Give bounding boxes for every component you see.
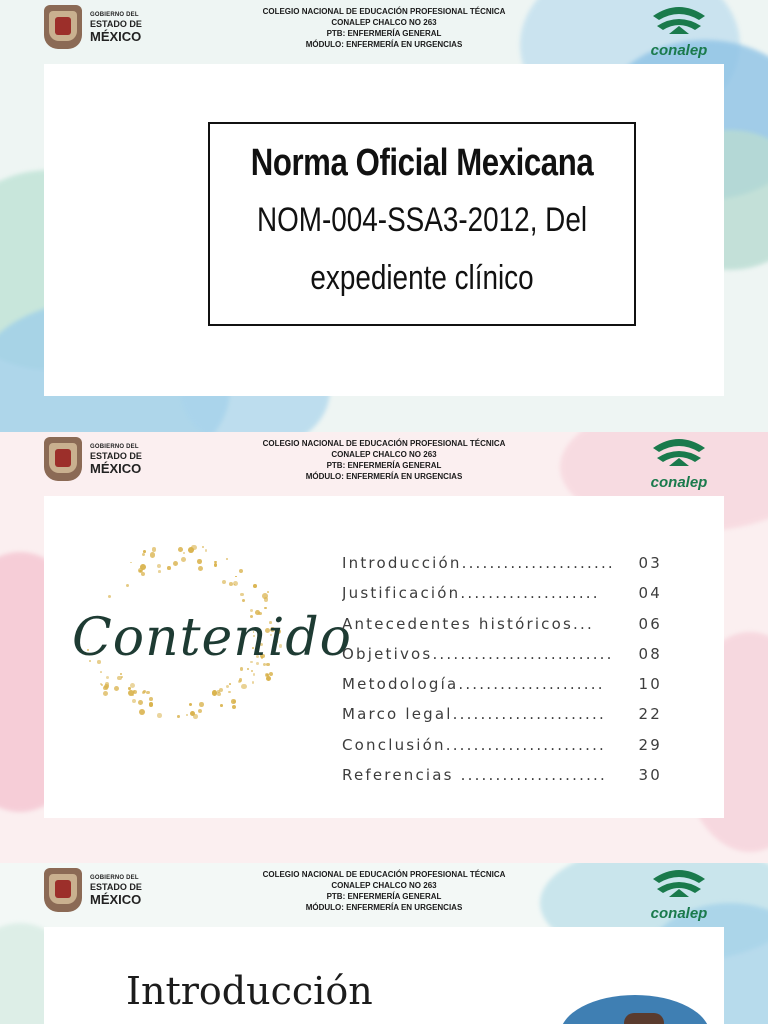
glitter-dot bbox=[177, 715, 180, 718]
school-line4: MÓDULO: ENFERMERÍA EN URGENCIAS bbox=[305, 903, 463, 912]
toc-item[interactable] bbox=[342, 734, 662, 764]
slide-contents bbox=[0, 432, 768, 863]
school-header bbox=[224, 438, 544, 482]
slide-introduction bbox=[0, 863, 768, 1024]
glitter-dot bbox=[220, 704, 223, 707]
school-line1: COLEGIO NACIONAL DE EDUCACIÓN PROFESIONAL TÉCNICA bbox=[262, 7, 506, 16]
illustration-figure-icon bbox=[624, 1013, 664, 1024]
slide-title bbox=[0, 0, 768, 432]
glitter-dot bbox=[138, 700, 143, 705]
gobierno-logo bbox=[44, 437, 142, 481]
glitter-dot bbox=[149, 702, 154, 707]
school-line2: CONALEP CHALCO NO 263 bbox=[331, 18, 437, 27]
glitter-dot bbox=[152, 547, 156, 551]
conalep-wordmark: conalep bbox=[650, 42, 708, 59]
toc-page: 10 bbox=[638, 675, 662, 694]
conalep-logo bbox=[644, 4, 714, 59]
school-line3: PTB: ENFERMERÍA GENERAL bbox=[326, 892, 442, 901]
gov-line2: ESTADO DE bbox=[90, 18, 142, 29]
glitter-dot bbox=[157, 564, 161, 568]
conalep-icon bbox=[647, 867, 711, 903]
glitter-dot bbox=[228, 691, 231, 694]
toc-label: Objetivos.......................... bbox=[342, 644, 614, 663]
coat-of-arms-icon bbox=[44, 437, 82, 481]
glitter-dot bbox=[132, 699, 136, 703]
table-of-contents bbox=[342, 552, 662, 794]
toc-label: Referencias ..................... bbox=[342, 766, 607, 785]
school-line1: COLEGIO NACIONAL DE EDUCACIÓN PROFESIONAL TÉCNICA bbox=[262, 439, 506, 448]
gov-line1: GOBIERNO DEL bbox=[90, 874, 139, 881]
glitter-dot bbox=[242, 599, 245, 602]
glitter-dot bbox=[240, 593, 243, 596]
toc-page: 03 bbox=[638, 554, 662, 572]
glitter-dot bbox=[226, 558, 228, 560]
title-box bbox=[208, 122, 636, 326]
subtitle-line1: NOM-004-SSA3-2012, Del bbox=[256, 201, 588, 239]
glitter-dot bbox=[106, 676, 109, 679]
gobierno-logo bbox=[44, 868, 142, 912]
school-line2: CONALEP CHALCO NO 263 bbox=[331, 450, 437, 459]
glitter-dot bbox=[121, 676, 123, 678]
coat-of-arms-icon bbox=[44, 5, 82, 49]
glitter-dot bbox=[253, 584, 257, 588]
toc-label: Conclusión....................... bbox=[342, 735, 607, 754]
glitter-dot bbox=[158, 570, 161, 573]
introduction-heading: Introducción bbox=[126, 969, 373, 1013]
conalep-logo bbox=[644, 867, 714, 922]
school-line4: MÓDULO: ENFERMERÍA EN URGENCIAS bbox=[305, 40, 463, 49]
school-line3: PTB: ENFERMERÍA GENERAL bbox=[326, 29, 442, 38]
toc-page: 08 bbox=[638, 644, 662, 663]
school-header bbox=[224, 869, 544, 913]
glitter-dot bbox=[231, 699, 236, 704]
glitter-dot bbox=[149, 697, 153, 701]
toc-page: 29 bbox=[638, 735, 662, 754]
gov-line2: ESTADO DE bbox=[90, 881, 142, 892]
toc-label: Justificación.................... bbox=[342, 584, 600, 603]
coat-of-arms-icon bbox=[44, 868, 82, 912]
glitter-dot bbox=[241, 684, 247, 690]
gov-line1: GOBIERNO DEL bbox=[90, 11, 139, 18]
glitter-dot bbox=[202, 546, 204, 548]
toc-page: 22 bbox=[638, 705, 662, 724]
glitter-dot bbox=[199, 702, 204, 707]
subtitle-line2: expediente clínico bbox=[310, 259, 534, 297]
conalep-icon bbox=[647, 4, 711, 40]
glitter-dot bbox=[142, 691, 145, 694]
conalep-wordmark: conalep bbox=[650, 474, 708, 491]
glitter-dot bbox=[100, 671, 102, 673]
glitter-dot bbox=[198, 709, 202, 713]
glitter-dot bbox=[214, 561, 217, 564]
gov-line3: MÉXICO bbox=[90, 460, 142, 476]
school-header bbox=[224, 6, 544, 50]
school-line2: CONALEP CHALCO NO 263 bbox=[331, 881, 437, 890]
toc-page: 04 bbox=[638, 584, 662, 603]
toc-item[interactable] bbox=[342, 764, 662, 794]
glitter-dot bbox=[146, 691, 150, 695]
gov-line1: GOBIERNO DEL bbox=[90, 443, 139, 450]
conalep-icon bbox=[647, 436, 711, 472]
toc-item[interactable] bbox=[342, 643, 662, 673]
gov-line3: MÉXICO bbox=[90, 28, 142, 44]
glitter-dot bbox=[193, 714, 198, 719]
glitter-dot bbox=[103, 686, 108, 691]
toc-item[interactable] bbox=[342, 552, 662, 582]
gov-line3: MÉXICO bbox=[90, 891, 142, 907]
toc-label: Antecedentes históricos... bbox=[342, 614, 594, 633]
glitter-dot bbox=[157, 713, 161, 717]
school-line4: MÓDULO: ENFERMERÍA EN URGENCIAS bbox=[305, 472, 463, 481]
main-title: Norma Oficial Mexicana bbox=[250, 142, 594, 184]
glitter-dot bbox=[138, 568, 143, 573]
contents-heading: Contenido bbox=[72, 608, 352, 668]
toc-label: Marco legal...................... bbox=[342, 705, 606, 724]
glitter-dot bbox=[229, 683, 231, 685]
glitter-dot bbox=[267, 591, 269, 593]
subtitle bbox=[248, 191, 596, 307]
gov-line2: ESTADO DE bbox=[90, 450, 142, 461]
toc-page: 06 bbox=[638, 614, 662, 633]
toc-label: Introducción...................... bbox=[342, 554, 615, 572]
conalep-wordmark: conalep bbox=[650, 905, 708, 922]
glitter-dot bbox=[143, 550, 146, 553]
school-line1: COLEGIO NACIONAL DE EDUCACIÓN PROFESIONAL TÉCNICA bbox=[262, 870, 506, 879]
toc-item[interactable] bbox=[342, 582, 662, 612]
gobierno-logo bbox=[44, 5, 142, 49]
toc-page: 30 bbox=[638, 766, 662, 785]
toc-item[interactable] bbox=[342, 673, 662, 703]
toc-item[interactable] bbox=[342, 613, 662, 643]
conalep-logo bbox=[644, 436, 714, 491]
school-line3: PTB: ENFERMERÍA GENERAL bbox=[326, 461, 442, 470]
toc-label: Metodología..................... bbox=[342, 675, 605, 694]
glitter-dot bbox=[229, 582, 233, 586]
glitter-dot bbox=[167, 566, 171, 570]
toc-item[interactable] bbox=[342, 703, 662, 733]
